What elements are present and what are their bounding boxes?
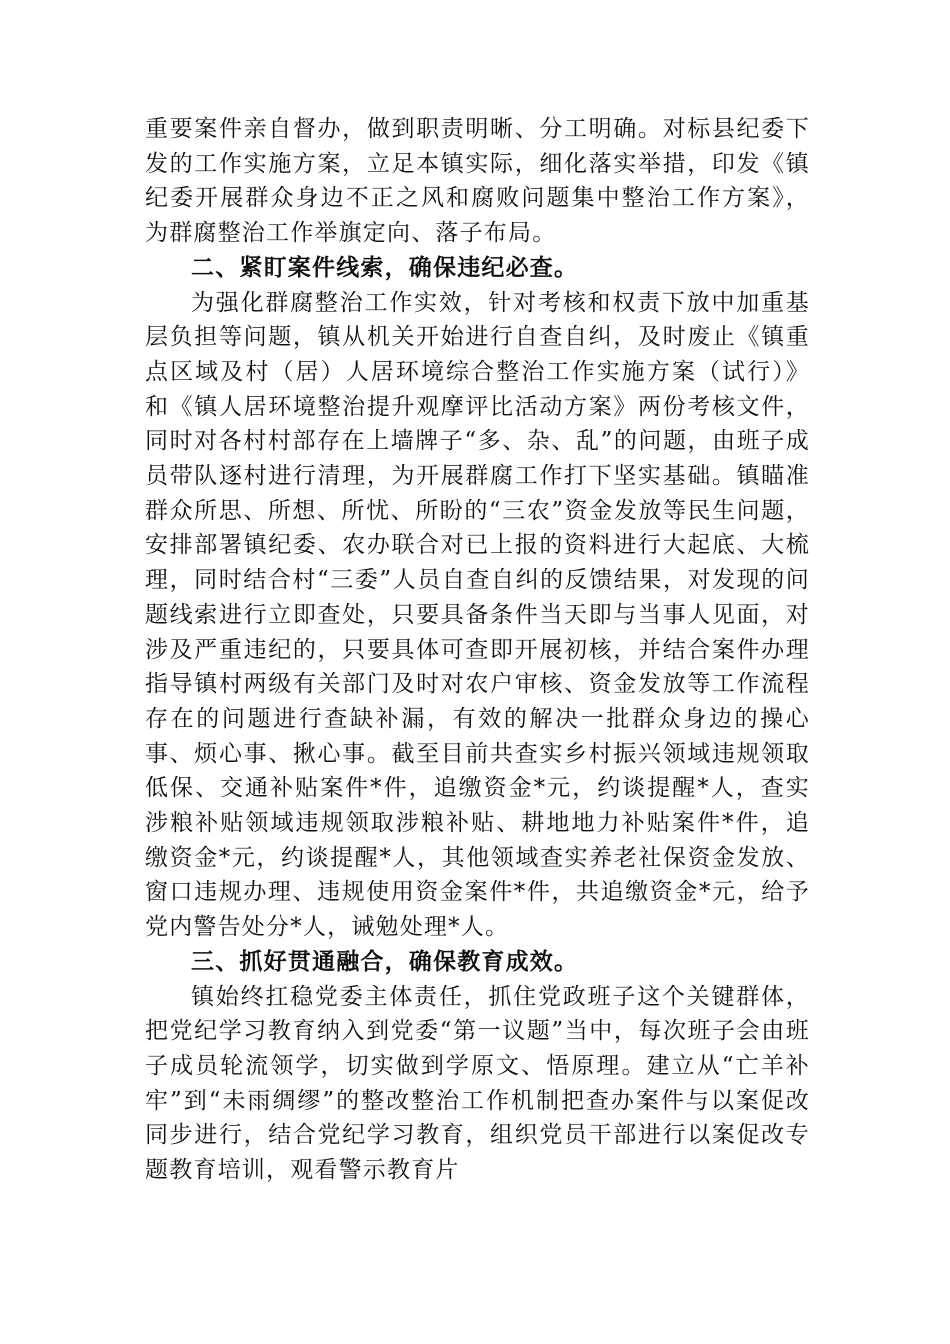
section-heading-2: 二、紧盯案件线索，确保违纪必查。 (191, 254, 579, 281)
paragraph-section-3: 镇始终扛稳党委主体责任，抓住党政班子这个关键群体，把党纪学习教育纳入到党委“第一议题”当中，每次班子会由班子成员轮流领学，切实做到学原文、悟原理。建立从“亡羊补牢”到“未雨绸缪”的整改整治工作机制把查办案件与以案促改同步进行，结合党纪学习教育，组织党员干部进行以案促改专题教育培训，观看警示教育片 (145, 983, 810, 1184)
paragraph-intro: 重要案件亲自督办，做到职责明晰、分工明确。对标县纪委下发的工作实施方案，立足本镇实际，细化落实举措，印发《镇纪委开展群众身边不正之风和腐败问题集中整治工作方案》，为群腐整治工作举旗定向、落子布局。 (145, 116, 810, 247)
paragraph-section-2: 为强化群腐整治工作实效，针对考核和权责下放中加重基层负担等问题，镇从机关开始进行自查自纠，及时废止《镇重点区域及村（居）人居环境综合整治工作实施方案（试行）》和《镇人居环境整治提升观摩评比活动方案》两份考核文件，同时对各村村部存在上墙牌子“多、杂、乱”的问题，由班子成员带队逐村进行清理，为开展群腐工作打下坚实基础。镇瞄准群众所思、所想、所忧、所盼的“三农”资金发放等民生问题，安排部署镇纪委、农办联合对已上报的资料进行大起底、大梳理，同时结合村“三委”人员自查自纠的反馈结果，对发现的问题线索进行立即查处，只要具备条件当天即与当事人见面，对涉及严重违纪的，只要具体可查即开展初核，并结合案件办理指导镇村两级有关部门及时对农户审核、资金发放等工作流程存在的问题进行查缺补漏，有效的解决一批群众身边的操心事、烦心事、揪心事。截至目前共查实乡村振兴领域违规领取低保、交通补贴案件*件，追缴资金*元，约谈提醒*人，查实涉粮补贴领域违规领取涉粮补贴、耕地地力补贴案件*件，追缴资金*元，约谈提醒*人，其他领域查实养老社保资金发放、窗口违规办理、违规使用资金案件*件，共追缴资金*元，给予党内警告处分*人，诫勉处理*人。 (145, 289, 810, 941)
section-heading-3: 三、抓好贯通融合，确保教育成效。 (191, 948, 579, 975)
